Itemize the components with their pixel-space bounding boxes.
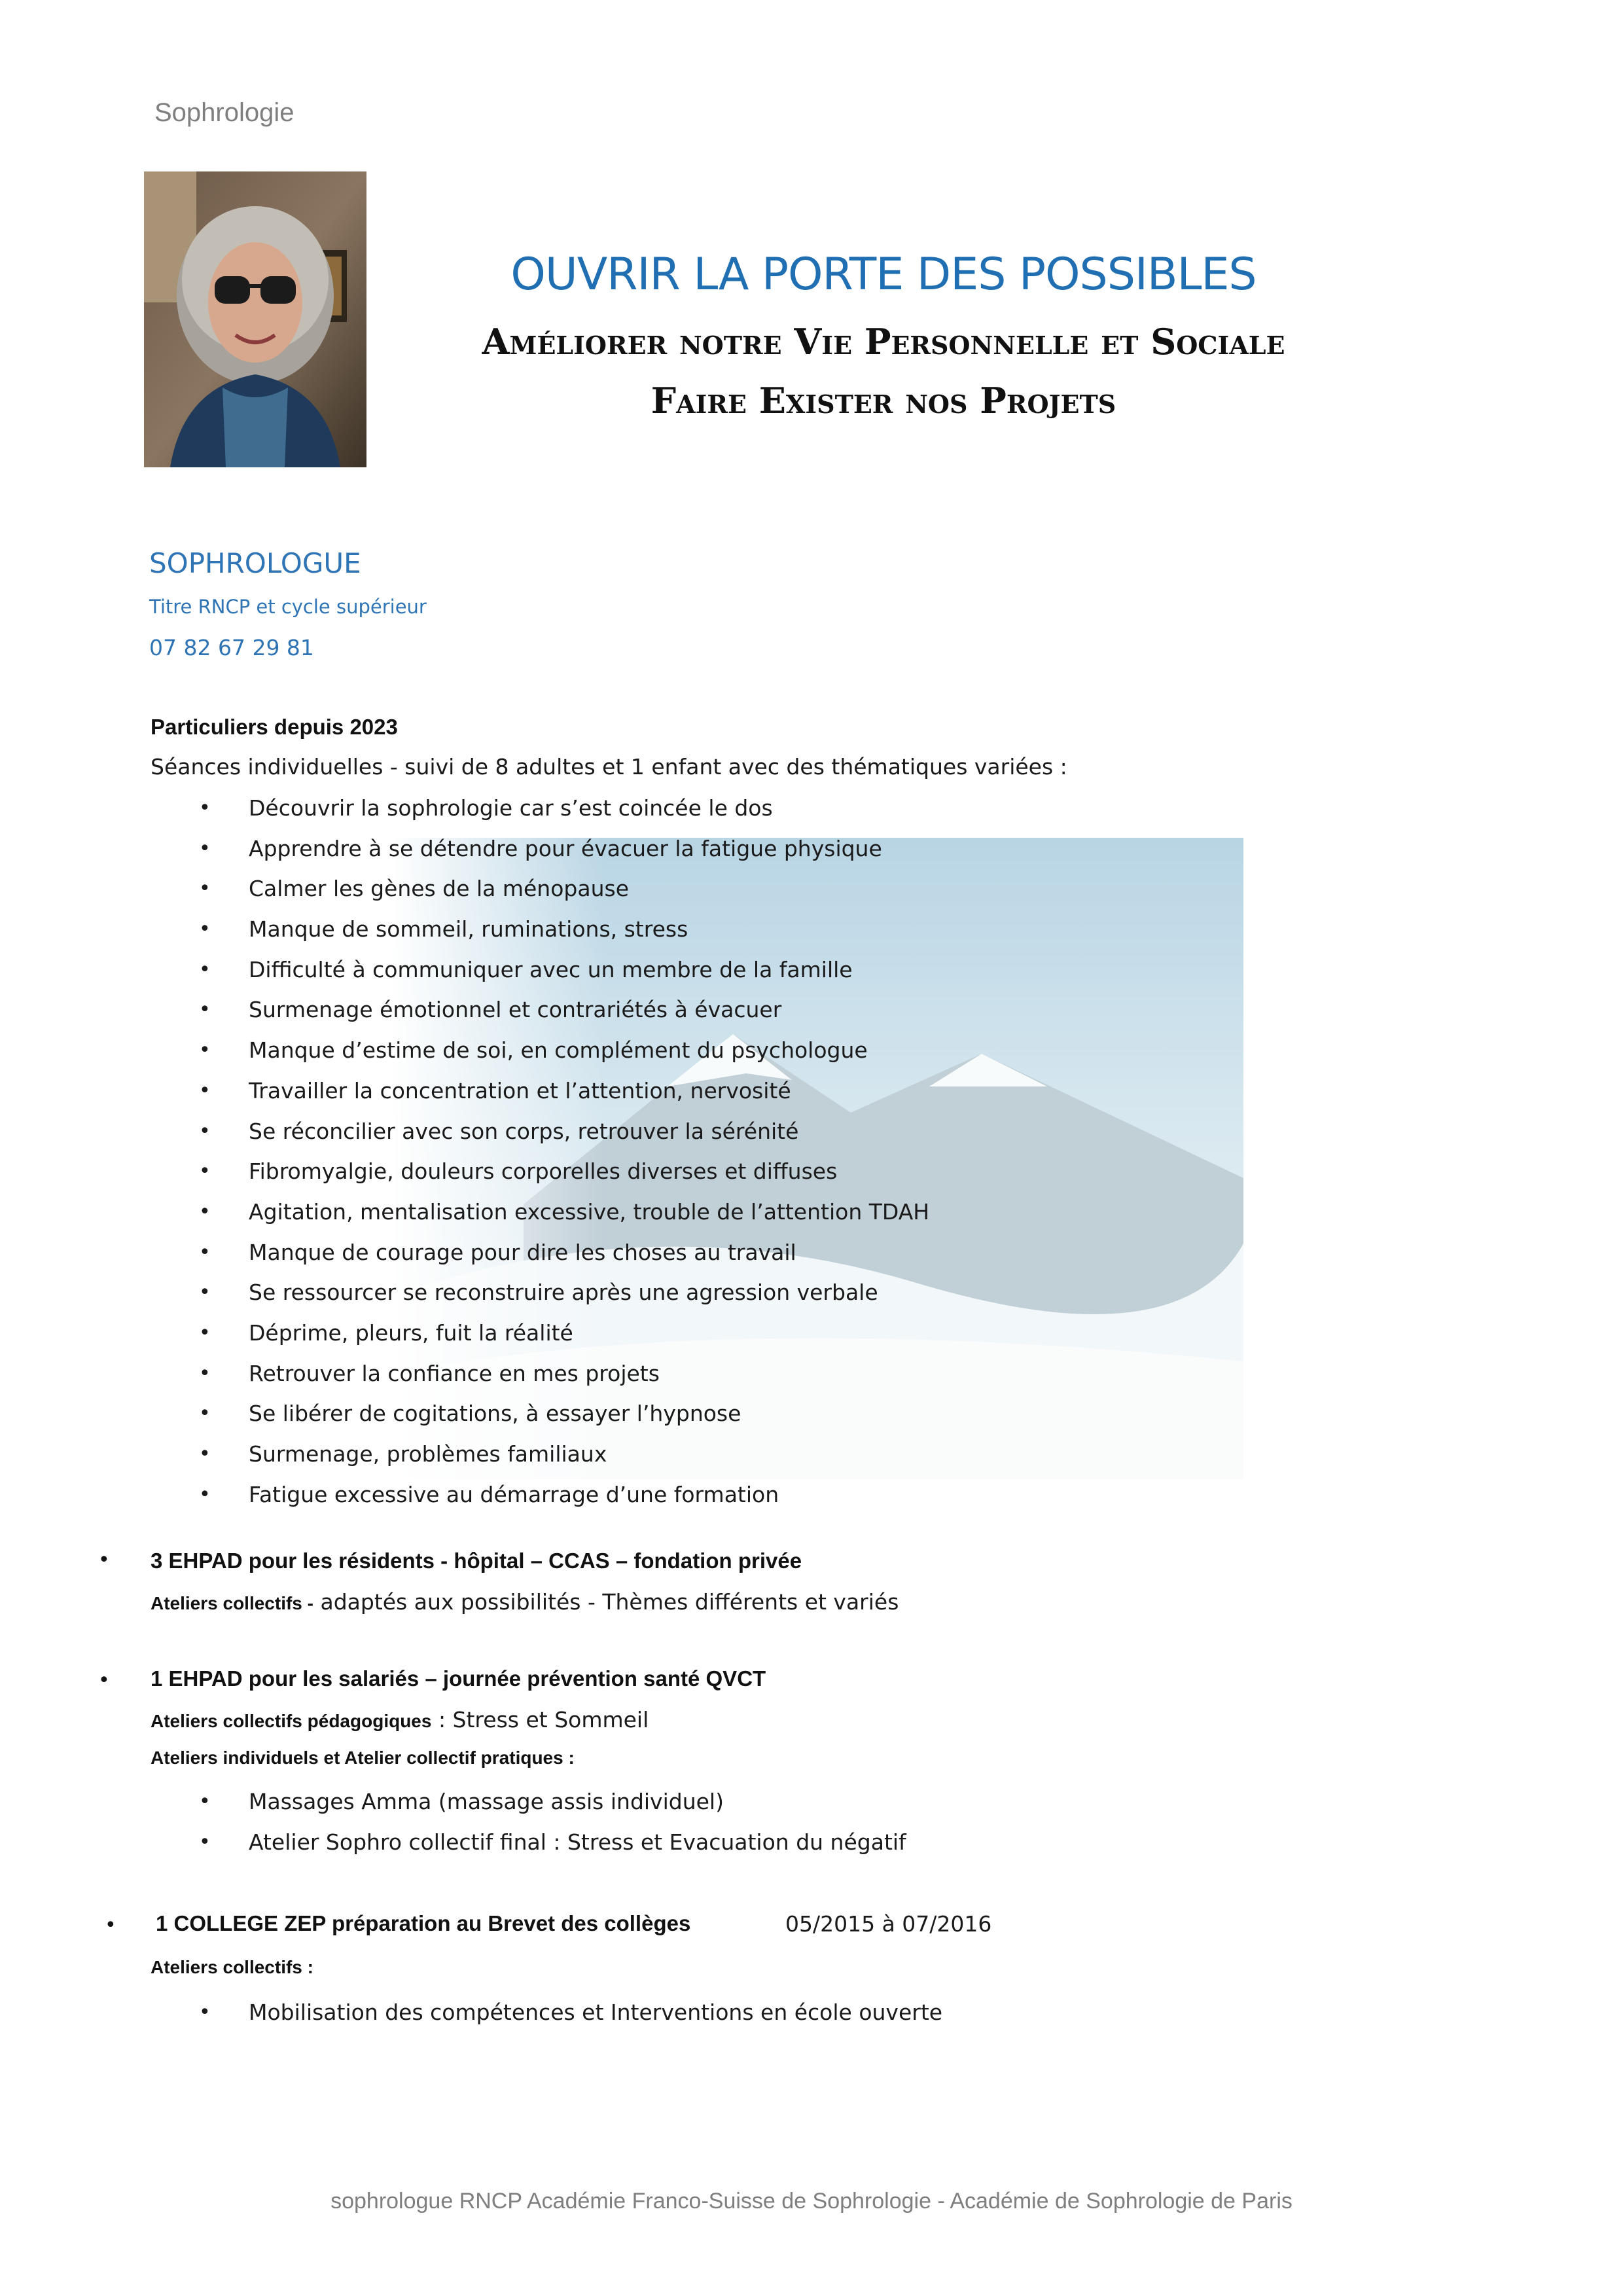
list-item-text: Se ressourcer se reconstruire après une agression verbale [249,1280,878,1306]
list-item [196,788,929,829]
bullet-icon: • [199,958,211,981]
list-item-text: Découvrir la sophrologie car s’est coincée le dos [249,795,773,821]
list-item [196,990,929,1030]
list-item-text: Fatigue excessive au démarrage d’une formation [249,1481,779,1507]
list-item-text: Surmenage émotionnel et contrariétés à évacuer [249,997,782,1023]
list-item [196,1192,929,1232]
ehpad-salaries-ped [151,1707,649,1732]
bullet-icon: • [199,1079,211,1102]
bullet-icon: • [199,1830,211,1854]
ehpad-salaries-ped-label: Ateliers collectifs pédagogiques [151,1711,432,1731]
list-item [196,1822,906,1863]
subtitle-personal-social: Améliorer notre Vie Personnelle et Sociale [482,321,1285,363]
bullet-icon: • [199,1361,211,1385]
footer-text: sophrologue RNCP Académie Franco-Suisse de Sophrologie - Académie de Sophrologie de Paris [330,2189,1293,2214]
list-item [196,869,929,909]
page-title: OUVRIR LA PORTE DES POSSIBLES [510,249,1257,300]
college-list [196,1992,942,2033]
bullet-college: • [105,1914,116,1937]
header-label: Sophrologie [154,98,294,127]
list-item [196,1393,929,1434]
list-item-text: Manque d’estime de soi, en complément du psychologue [249,1037,868,1064]
ehpad-salaries-title: 1 EHPAD pour les salariés – journée prévention santé QVCT [151,1666,766,1691]
particuliers-list [196,788,929,1515]
bullet-icon: • [199,1402,211,1426]
subtitle-projects: Faire Exister nos Projets [651,380,1116,422]
particuliers-intro: Séances individuelles - suivi de 8 adultes et 1 enfant avec des thématiques variées : [151,754,1067,780]
bullet-icon: • [199,797,211,819]
ehpad-residents-details [151,1589,899,1615]
list-item [196,1313,929,1354]
list-item-text: Manque de sommeil, ruminations, stress [249,916,688,942]
list-item-text: Massages Amma (massage assis individuel) [249,1789,724,1814]
list-item-text: Déprime, pleurs, fuit la réalité [249,1319,573,1346]
ehpad-residents-title: 3 EHPAD pour les résidents - hôpital – CCAS – fondation privée [151,1549,802,1573]
list-item [196,829,929,869]
ehpad-residents-label: Ateliers collectifs - [151,1593,313,1613]
list-item [196,1151,929,1192]
ehpad-salaries-indiv-label: Ateliers individuels et Atelier collectif pratiques : [151,1748,575,1768]
bullet-icon: • [199,1160,211,1183]
bullet-ehpad-salaries: • [98,1669,110,1692]
list-item-text: Se libérer de cogitations, à essayer l’hypnose [249,1401,741,1427]
bullet-icon: • [199,1240,211,1264]
particuliers-title: Particuliers depuis 2023 [151,715,398,739]
bullet-icon: • [199,918,211,941]
bullet-icon: • [199,1443,211,1465]
bullet-ehpad-residents: • [98,1549,110,1571]
list-item-text: Calmer les gènes de la ménopause [249,876,629,902]
college-title: 1 COLLEGE ZEP préparation au Brevet des collèges [156,1911,691,1935]
bullet-icon: • [199,836,211,860]
list-item [196,1071,929,1111]
college-label: Ateliers collectifs : [151,1957,313,1977]
list-item [196,1272,929,1313]
list-item-text: Difficulté à communiquer avec un membre de la famille [249,956,853,982]
list-item [196,1434,929,1475]
list-item-text: Fibromyalgie, douleurs corporelles diverses et diffuses [249,1158,838,1185]
list-item-text: Se réconcilier avec son corps, retrouver la sérénité [249,1118,799,1144]
bullet-icon: • [199,2001,211,2024]
list-item [196,1232,929,1273]
ehpad-salaries-list [196,1782,906,1862]
list-item-text: Mobilisation des compétences et Interventions en école ouverte [249,2000,943,2025]
role-heading: SOPHROLOGUE [149,547,361,579]
list-item [196,1030,929,1071]
bullet-icon: • [199,998,211,1022]
bullet-icon: • [199,877,211,901]
list-item [196,1992,942,2033]
bullet-icon: • [199,1790,211,1813]
list-item-text: Travailler la concentration et l’attention, nervosité [249,1077,791,1103]
list-item-text: Retrouver la confiance en mes projets [249,1360,660,1386]
college-dates: 05/2015 à 07/2016 [785,1911,992,1937]
list-item [196,1475,929,1515]
bullet-icon: • [199,1321,211,1344]
bullet-icon: • [199,1281,211,1304]
ehpad-salaries-ped-text: : Stress et Sommeil [431,1707,649,1732]
ehpad-residents-text: adaptés aux possibilités - Thèmes différents et variés [313,1589,899,1615]
portrait-photo [144,171,366,467]
bullet-icon: • [199,1200,211,1223]
phone-number: 07 82 67 29 81 [149,635,314,660]
list-item [196,909,929,950]
list-item-text: Manque de courage pour dire les choses au travail [249,1239,796,1265]
list-item-text: Surmenage, problèmes familiaux [249,1441,607,1467]
list-item [196,950,929,990]
bullet-icon: • [199,1119,211,1143]
list-item [196,1354,929,1394]
list-item-text: Agitation, mentalisation excessive, trouble de l’attention TDAH [249,1198,930,1225]
bullet-icon: • [199,1039,211,1062]
bullet-icon: • [199,1482,211,1506]
list-item-text: Apprendre à se détendre pour évacuer la fatigue physique [249,835,882,861]
list-item-text: Atelier Sophro collectif final : Stress et Evacuation du négatif [249,1829,906,1855]
list-item [196,1782,906,1822]
portrait-illustration [144,171,366,467]
list-item [196,1111,929,1152]
credentials-text: Titre RNCP et cycle supérieur [149,596,427,618]
